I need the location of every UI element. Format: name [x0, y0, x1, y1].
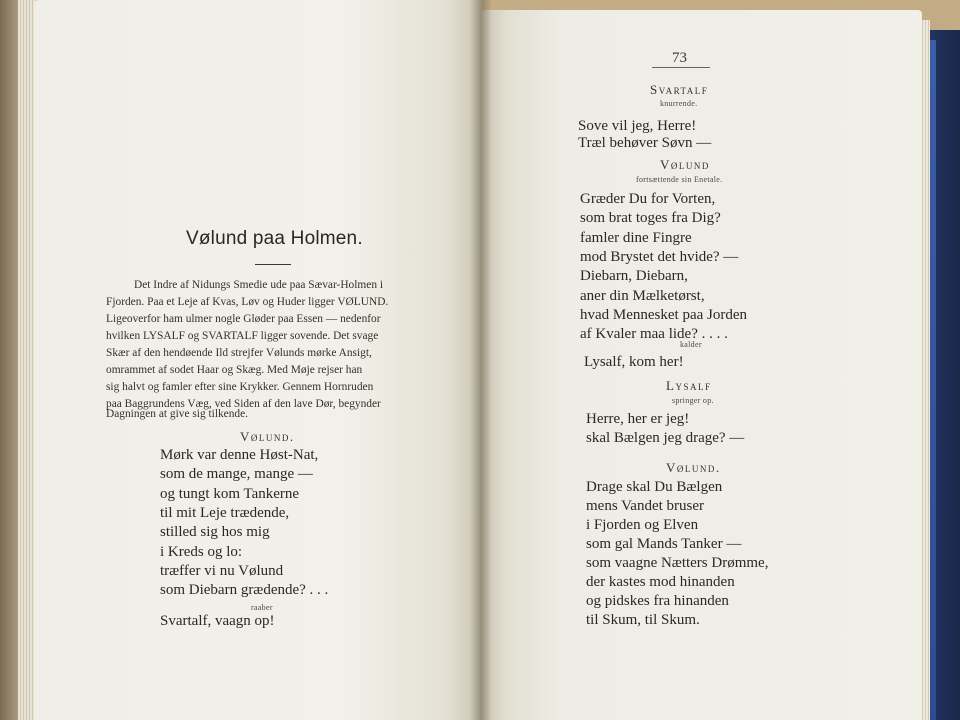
verse-line: til Skum, til Skum.	[586, 612, 700, 628]
verse-line: og tungt kom Tankerne	[160, 486, 300, 502]
verse-line: som vaagne Nætters Drømme,	[586, 555, 769, 571]
prose-line: Fjorden. Paa et Leje af Kvas, Løv og Huder ligger VØLUND.	[106, 296, 389, 308]
verse-line: Sove vil jeg, Herre!	[578, 118, 697, 134]
speaker-name: Svartalf	[650, 82, 709, 97]
page-number-rule	[652, 67, 710, 68]
verse-line: skal Bælgen jeg drage? —	[586, 430, 745, 446]
speaker-name: Vølund.	[666, 460, 721, 475]
verse-line: aner din Mælketørst,	[580, 288, 705, 304]
prose-line: hvilken LYSALF og SVARTALF ligger sovende. Det svage	[106, 330, 379, 342]
verse-line: hvad Mennesket paa Jorden	[580, 307, 748, 323]
stage-cue: kalder	[680, 340, 702, 349]
right-page	[480, 10, 922, 720]
speaker-name: Lysalf	[666, 378, 712, 393]
stage-cue: knurrende.	[660, 99, 698, 108]
verse-line: Svartalf, vaagn op!	[160, 613, 275, 629]
stage-cue: raaber	[251, 603, 273, 612]
verse-line: som de mange, mange —	[160, 466, 313, 482]
verse-line: mens Vandet bruser	[586, 498, 705, 514]
verse-line: til mit Leje trædende,	[160, 505, 290, 521]
verse-line: Græder Du for Vorten,	[580, 191, 716, 207]
verse-line: som gal Mands Tanker —	[586, 536, 742, 552]
verse-line: Lysalf, kom her!	[584, 354, 684, 370]
verse-line: træffer vi nu Vølund	[160, 563, 284, 579]
verse-line: og pidskes fra hinanden	[586, 593, 729, 609]
prose-line: Skær af den hendøende Ild strejfer Vølunds mørke Ansigt,	[106, 347, 372, 359]
verse-line: mod Brystet det hvide? —	[580, 249, 739, 265]
stage-cue: fortsættende sin Enetale.	[636, 175, 723, 184]
verse-line: som brat toges fra Dig?	[580, 210, 721, 226]
verse-line: Mørk var denne Høst-Nat,	[160, 447, 319, 463]
prose-line: Det Indre af Nidungs Smedie ude paa Sævar-Holmen i	[134, 279, 384, 291]
verse-line: som Diebarn grædende? . . .	[160, 582, 329, 598]
verse-line: Drage skal Du Bælgen	[586, 479, 723, 495]
prose-line: Ligeoverfor ham ulmer nogle Gløder paa Essen — nedenfor	[106, 313, 381, 325]
speaker-name: Vølund.	[240, 429, 295, 444]
prose-line: Dagningen at give sig tilkende.	[106, 408, 249, 420]
verse-line: Diebarn, Diebarn,	[580, 268, 688, 284]
page-number: 73	[672, 50, 687, 66]
verse-line: af Kvaler maa lide? . . . .	[580, 326, 728, 342]
verse-line: famler dine Fingre	[580, 230, 692, 246]
prose-line: sig halvt og famler efter sine Krykker. Gennem Hornruden	[106, 381, 374, 393]
stage-cue: springer op.	[672, 396, 714, 405]
verse-line: Træl behøver Søvn —	[578, 135, 712, 151]
speaker-name: Vølund	[660, 157, 710, 172]
verse-line: i Kreds og lo:	[160, 544, 243, 560]
prose-line: omrammet af sodet Haar og Skæg. Med Møje rejser han	[106, 364, 363, 376]
verse-line: stilled sig hos mig	[160, 524, 270, 540]
book-gutter	[470, 0, 492, 720]
verse-line: Herre, her er jeg!	[586, 411, 690, 427]
verse-line: der kastes mod hinanden	[586, 574, 735, 590]
prose-line: paa Baggrundens Væg, ved Siden af den lave Dør, begynder	[106, 398, 381, 410]
verse-line: i Fjorden og Elven	[586, 517, 699, 533]
chapter-title: Vølund paa Holmen.	[186, 228, 363, 249]
title-rule	[255, 264, 291, 265]
